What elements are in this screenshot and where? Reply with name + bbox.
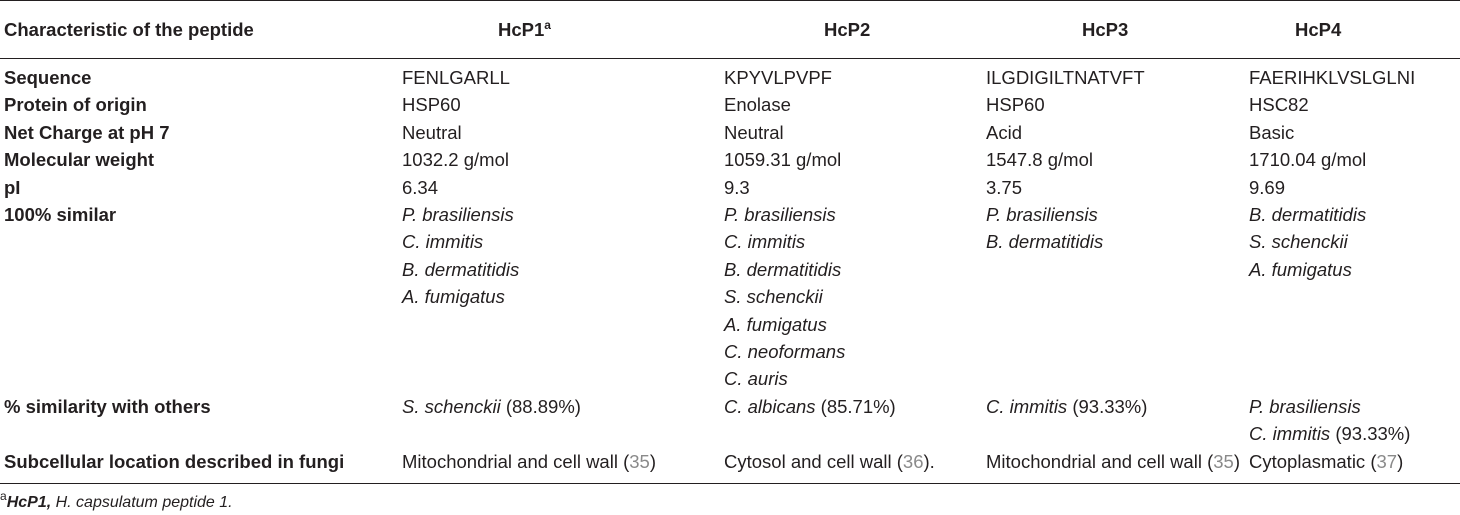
species-name: A. fumigatus [1249, 258, 1352, 280]
cell-weight-hcp4: 1710.04 g/mol [1249, 149, 1367, 171]
table-row-location [0, 448, 1460, 484]
location-text-end: ) [649, 450, 656, 472]
reference-link[interactable]: 37 [1376, 450, 1398, 472]
table-row-weight [0, 146, 1460, 173]
header-hcp1 [398, 1, 720, 59]
header-hcp3: HcP3 [982, 1, 1245, 59]
species-name: S. schenckii [1249, 231, 1348, 253]
cell-others-hcp4 [1245, 393, 1460, 448]
species-name: P. brasiliensis [402, 204, 514, 226]
cell-protein-hcp3: HSP60 [986, 94, 1045, 116]
cell-location-hcp4 [1245, 448, 1460, 484]
cell-location-hcp2 [720, 448, 982, 484]
location-text: Mitochondrial and cell wall ( [402, 450, 630, 472]
cell-others-hcp3 [982, 393, 1245, 448]
cell-charge-hcp2: Neutral [724, 121, 784, 143]
species-name: P. brasiliensis [724, 204, 836, 226]
cell-similar-hcp2 [720, 201, 982, 393]
cell-protein-hcp1: HSP60 [402, 94, 461, 116]
row-label: Protein of origin [4, 94, 147, 116]
species-name: C. immitis [724, 231, 806, 253]
cell-charge-hcp1: Neutral [402, 121, 462, 143]
location-text-end: ) [1397, 450, 1404, 472]
reference-link[interactable]: 35 [1213, 450, 1234, 472]
location-text: Cytosol and cell wall ( [724, 450, 903, 472]
cell-pi-hcp1: 6.34 [402, 176, 439, 198]
table-header-row [0, 1, 1460, 59]
species-name: C. albicans [724, 395, 816, 417]
location-text: Mitochondrial and cell wall ( [986, 450, 1214, 472]
similarity-percent: (93.33%) [1067, 395, 1148, 417]
cell-pi-hcp2: 9.3 [724, 176, 750, 198]
species-name: B. dermatitidis [402, 258, 520, 280]
table-row-similar [0, 201, 1460, 393]
species-name: C. immitis [402, 231, 484, 253]
cell-weight-hcp1: 1032.2 g/mol [402, 149, 509, 171]
species-name: C. immitis [1249, 423, 1331, 445]
cell-sequence-hcp4: FAERIHKLVSLGLNI [1249, 67, 1416, 88]
row-label: % similarity with others [4, 395, 211, 417]
footnote-text: H. capsulatum peptide 1. [51, 494, 233, 511]
footnote-mark: a [0, 489, 7, 503]
cell-sequence-hcp2: KPYVLPVPF [724, 67, 832, 88]
cell-pi-hcp3: 3.75 [986, 176, 1023, 198]
cell-location-hcp1 [398, 448, 720, 484]
species-name: C. immitis [986, 395, 1068, 417]
row-label: 100% similar [4, 204, 117, 226]
cell-location-hcp3 [982, 448, 1245, 484]
species-name: P. brasiliensis [986, 204, 1098, 226]
reference-link[interactable]: 36 [902, 450, 924, 472]
table-row-pi [0, 174, 1460, 201]
cell-protein-hcp4: HSC82 [1249, 94, 1309, 116]
cell-weight-hcp3: 1547.8 g/mol [986, 149, 1093, 171]
cell-charge-hcp3: Acid [986, 121, 1022, 143]
species-with-percent [1249, 420, 1460, 447]
table-footnote [0, 489, 233, 512]
species-name: B. dermatitidis [986, 231, 1104, 253]
footnote-term: HcP1, [6, 494, 52, 511]
header-hcp1-footnote-mark: a [544, 17, 551, 32]
table-row-charge [0, 119, 1460, 146]
species-name: S. schenckii [402, 395, 501, 417]
cell-similar-hcp1 [398, 201, 720, 393]
cell-similar-hcp4 [1245, 201, 1460, 393]
row-label: Sequence [4, 67, 92, 88]
cell-weight-hcp2: 1059.31 g/mol [724, 149, 842, 171]
cell-charge-hcp4: Basic [1249, 121, 1295, 143]
header-hcp1-label: HcP1 [498, 18, 545, 40]
species-name: S. schenckii [724, 286, 823, 308]
cell-protein-hcp2: Enolase [724, 94, 791, 116]
cell-others-hcp1 [398, 393, 720, 448]
location-text-end: ) [1233, 450, 1240, 472]
header-hcp2: HcP2 [720, 1, 982, 59]
reference-link[interactable]: 35 [629, 450, 650, 472]
row-label: Molecular weight [4, 149, 155, 171]
cell-similar-hcp3 [982, 201, 1245, 393]
species-name: C. neoformans [724, 341, 846, 363]
cell-sequence-hcp3: ILGDIGILTNATVFT [986, 67, 1145, 88]
cell-others-hcp2 [720, 393, 982, 448]
similarity-percent: (85.71%) [815, 395, 896, 417]
table-row-protein [0, 91, 1460, 118]
cell-pi-hcp4: 9.69 [1249, 176, 1286, 198]
header-characteristic: Characteristic of the peptide [0, 1, 398, 59]
table-row-others [0, 393, 1460, 448]
species-name: P. brasiliensis [1249, 395, 1361, 417]
cell-sequence-hcp1: FENLGARLL [402, 67, 510, 88]
location-text-end: ). [923, 450, 935, 472]
species-name: C. auris [724, 368, 788, 390]
species-name: A. fumigatus [402, 286, 505, 308]
similarity-percent: (93.33%) [1330, 423, 1411, 445]
header-hcp4: HcP4 [1245, 1, 1460, 59]
row-label: Subcellular location described in fungi [0, 448, 398, 484]
species-name: B. dermatitidis [1249, 204, 1367, 226]
location-text: Cytoplasmatic ( [1249, 450, 1377, 472]
row-label: pI [4, 176, 21, 198]
similarity-percent: (88.89%) [500, 395, 581, 417]
row-label: Net Charge at pH 7 [4, 121, 170, 143]
species-name: A. fumigatus [724, 313, 827, 335]
table-row-sequence [0, 59, 1460, 92]
species-name: B. dermatitidis [724, 258, 842, 280]
